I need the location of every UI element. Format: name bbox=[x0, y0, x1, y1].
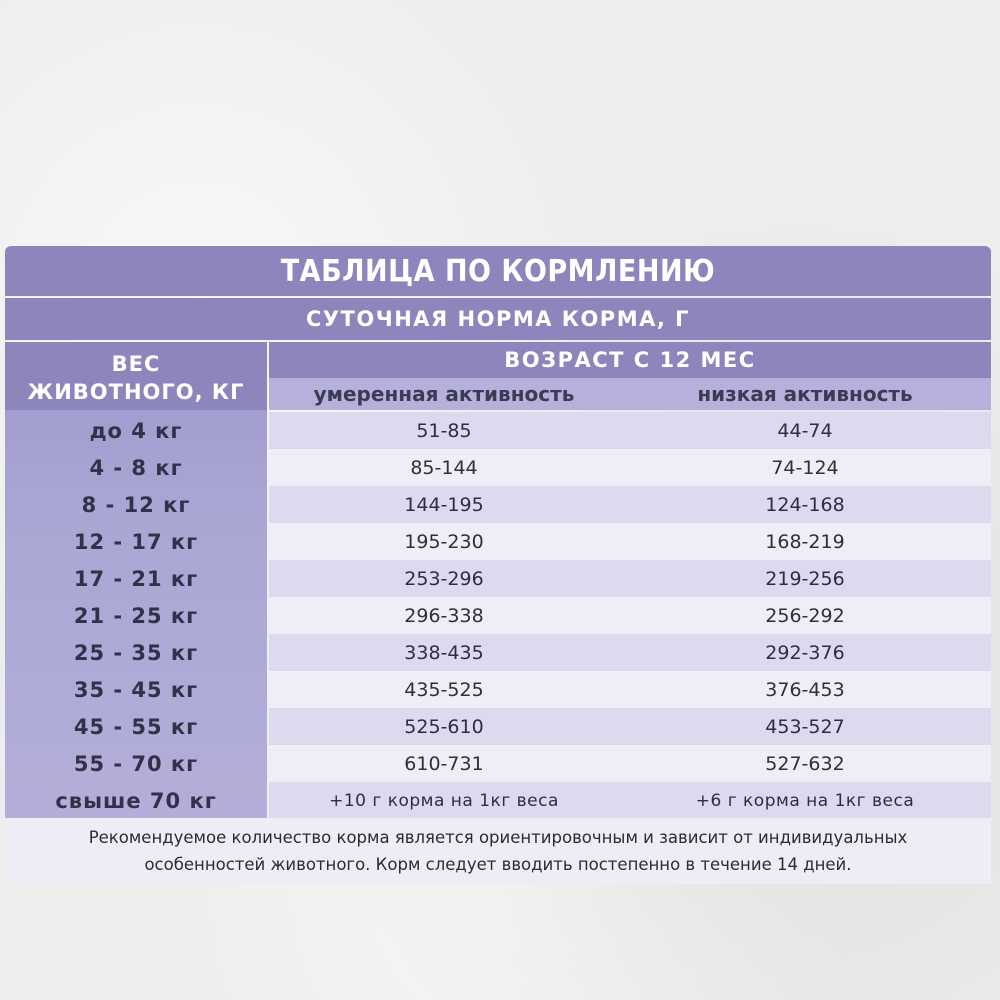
weight-cell: свыше 70 кг bbox=[55, 788, 217, 813]
low-cell: 453-527 bbox=[765, 715, 845, 738]
weight-cell: 4 - 8 кг bbox=[89, 455, 183, 480]
table-row bbox=[5, 486, 991, 523]
table-row bbox=[5, 449, 991, 486]
age-header: ВОЗРАСТ С 12 МЕС bbox=[269, 342, 991, 378]
low-cell: 219-256 bbox=[765, 567, 845, 590]
activity-moderate-header: умеренная активность bbox=[313, 382, 575, 406]
activity-low-header: низкая активность bbox=[697, 382, 913, 406]
note-line2: особенностей животного. Корм следует вводить постепенно в течение 14 дней. bbox=[144, 855, 852, 874]
table-row bbox=[5, 708, 991, 745]
table-row bbox=[5, 523, 991, 560]
weight-cell: 45 - 55 кг bbox=[73, 714, 199, 739]
moderate-cell: 296-338 bbox=[404, 604, 484, 627]
weight-header bbox=[5, 342, 267, 410]
weight-cell: 35 - 45 кг bbox=[73, 677, 199, 702]
low-cell: 376-453 bbox=[765, 678, 845, 701]
activity-header bbox=[269, 378, 991, 410]
moderate-cell: 144-195 bbox=[404, 493, 484, 516]
moderate-cell: +10 г корма на 1кг веса bbox=[329, 790, 559, 811]
weight-cell: 21 - 25 кг bbox=[73, 603, 199, 628]
moderate-cell: 525-610 bbox=[404, 715, 484, 738]
weight-cell: 25 - 35 кг bbox=[73, 640, 199, 665]
feeding-note bbox=[5, 818, 991, 884]
low-cell: 527-632 bbox=[765, 752, 845, 775]
moderate-cell: 435-525 bbox=[404, 678, 484, 701]
moderate-cell: 195-230 bbox=[404, 530, 484, 553]
table-row bbox=[5, 597, 991, 634]
moderate-cell: 51-85 bbox=[416, 419, 472, 442]
moderate-cell: 610-731 bbox=[404, 752, 484, 775]
moderate-cell: 253-296 bbox=[404, 567, 484, 590]
table-subtitle: СУТОЧНАЯ НОРМА КОРМА, Г bbox=[5, 298, 991, 340]
note-line1: Рекомендуемое количество корма является ориентировочным и зависит от индивидуальных bbox=[88, 828, 908, 847]
weight-cell: 17 - 21 кг bbox=[73, 566, 199, 591]
table-row bbox=[5, 560, 991, 597]
low-cell: +6 г корма на 1кг веса bbox=[695, 790, 915, 811]
table-row bbox=[5, 412, 991, 449]
table-grid bbox=[5, 342, 991, 824]
low-cell: 124-168 bbox=[765, 493, 845, 516]
moderate-cell: 338-435 bbox=[404, 641, 484, 664]
low-cell: 256-292 bbox=[765, 604, 845, 627]
table-body bbox=[5, 412, 991, 819]
weight-cell: до 4 кг bbox=[89, 418, 183, 443]
weight-cell: 8 - 12 кг bbox=[81, 492, 191, 517]
table-title: ТАБЛИЦА ПО КОРМЛЕНИЮ bbox=[5, 246, 991, 296]
feeding-table bbox=[5, 246, 991, 824]
low-cell: 74-124 bbox=[771, 456, 839, 479]
weight-cell: 12 - 17 кг bbox=[73, 529, 199, 554]
table-row bbox=[5, 745, 991, 782]
low-cell: 44-74 bbox=[777, 419, 833, 442]
weight-header-line1: ВЕС bbox=[111, 352, 161, 376]
table-row bbox=[5, 634, 991, 671]
table-row bbox=[5, 671, 991, 708]
moderate-cell: 85-144 bbox=[410, 456, 478, 479]
weight-header-line2: ЖИВОТНОГО, КГ bbox=[27, 380, 245, 404]
weight-cell: 55 - 70 кг bbox=[73, 751, 199, 776]
low-cell: 168-219 bbox=[765, 530, 845, 553]
table-row bbox=[5, 782, 991, 819]
low-cell: 292-376 bbox=[765, 641, 845, 664]
